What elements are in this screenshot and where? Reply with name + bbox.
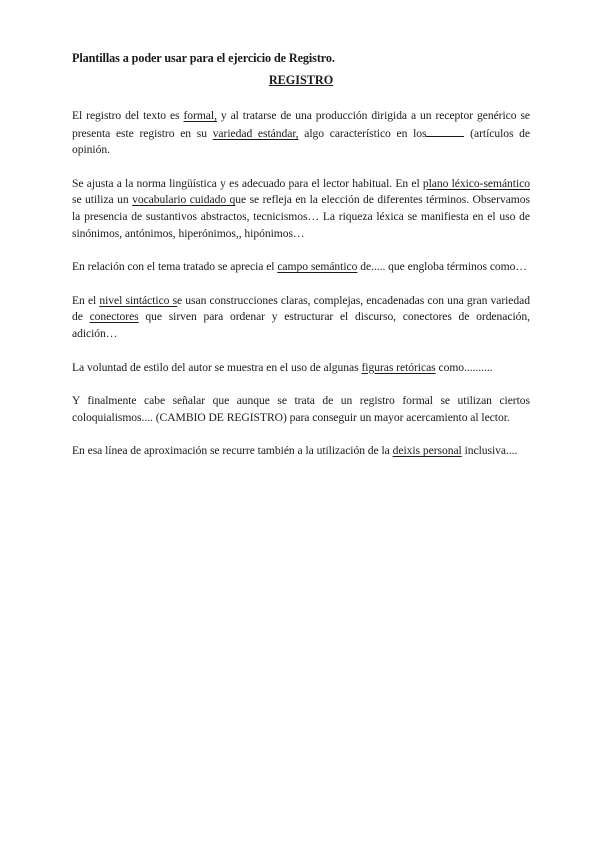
text-run: (artículos de opinión. (72, 126, 531, 157)
fill-in-blank (426, 125, 464, 137)
text-run: El registro del texto es (72, 109, 184, 122)
underlined-term-plano: plano léxico-semántico (422, 176, 530, 190)
text-run: ue se refleja en la elección de diferentes términos. Observamos la presencia de sustantivos abstractos, tecnicismos… La riqueza léxica se manifiesta en el uso de sinónimos, antónimos, hiperónimos,, hipónimos… (72, 193, 530, 240)
paragraph-register-intro (72, 108, 530, 159)
title-text: REGISTRO (268, 73, 334, 87)
text-run: e usan construcciones claras, complejas, encadenadas con una gran variedad de (72, 293, 530, 324)
document-title (72, 72, 530, 88)
underlined-term-figuras: figuras retóricas (361, 360, 436, 374)
text-run: inclusiva.... (461, 444, 518, 458)
text-run: En esa línea de aproximación se recurre también a la utilización de la (72, 444, 393, 458)
text-run: que sirven para ordenar y estructurar el discurso, conectores de ordenación, adición… (72, 310, 530, 340)
paragraph-syntactic-level (72, 293, 530, 343)
text-run: Y finalmente cabe señalar que aunque se trata de un registro formal se utilizan ciertos coloquialismos.... (CAMBIO DE REGISTRO) para conseguir un mayor acercamiento al lector. (72, 394, 530, 424)
underlined-term-nivel: nivel sintáctico s (99, 293, 178, 307)
underlined-term-variedad: variedad estándar, (212, 126, 299, 140)
text-run: La voluntad de estilo del autor se muestra en el uso de algunas (72, 360, 362, 374)
text-run: Se ajusta a la norma lingüística y es adecuado para el lector habitual. En el (72, 176, 423, 190)
text-run: algo característico en los (298, 126, 427, 140)
underlined-term-formal: formal, (183, 109, 217, 122)
underlined-term-deixis: deixis personal (392, 444, 462, 458)
text-run: y al tratarse de una producción dirigida a un receptor genérico se presenta este registro en su (72, 109, 531, 140)
document-heading: Plantillas a poder usar para el ejercicio de Registro. (72, 51, 335, 65)
paragraph-colloquialisms (72, 393, 530, 426)
text-run: En relación con el tema tratado se aprecia el (72, 260, 278, 274)
paragraph-lexical-level (72, 176, 530, 242)
text-run: se utiliza un (72, 193, 133, 207)
paragraph-semantic-field (72, 259, 530, 276)
text-run: como.......... (435, 360, 493, 374)
text-run: de..... que engloba términos como… (357, 260, 527, 274)
underlined-term-vocabulario: vocabulario cuidado q (132, 193, 236, 207)
paragraph-rhetorical-figures (72, 360, 530, 377)
paragraph-deixis (72, 443, 530, 460)
underlined-term-campo: campo semántico (277, 260, 358, 274)
underlined-term-conectores: conectores (89, 310, 139, 324)
text-run: En el (72, 293, 100, 307)
